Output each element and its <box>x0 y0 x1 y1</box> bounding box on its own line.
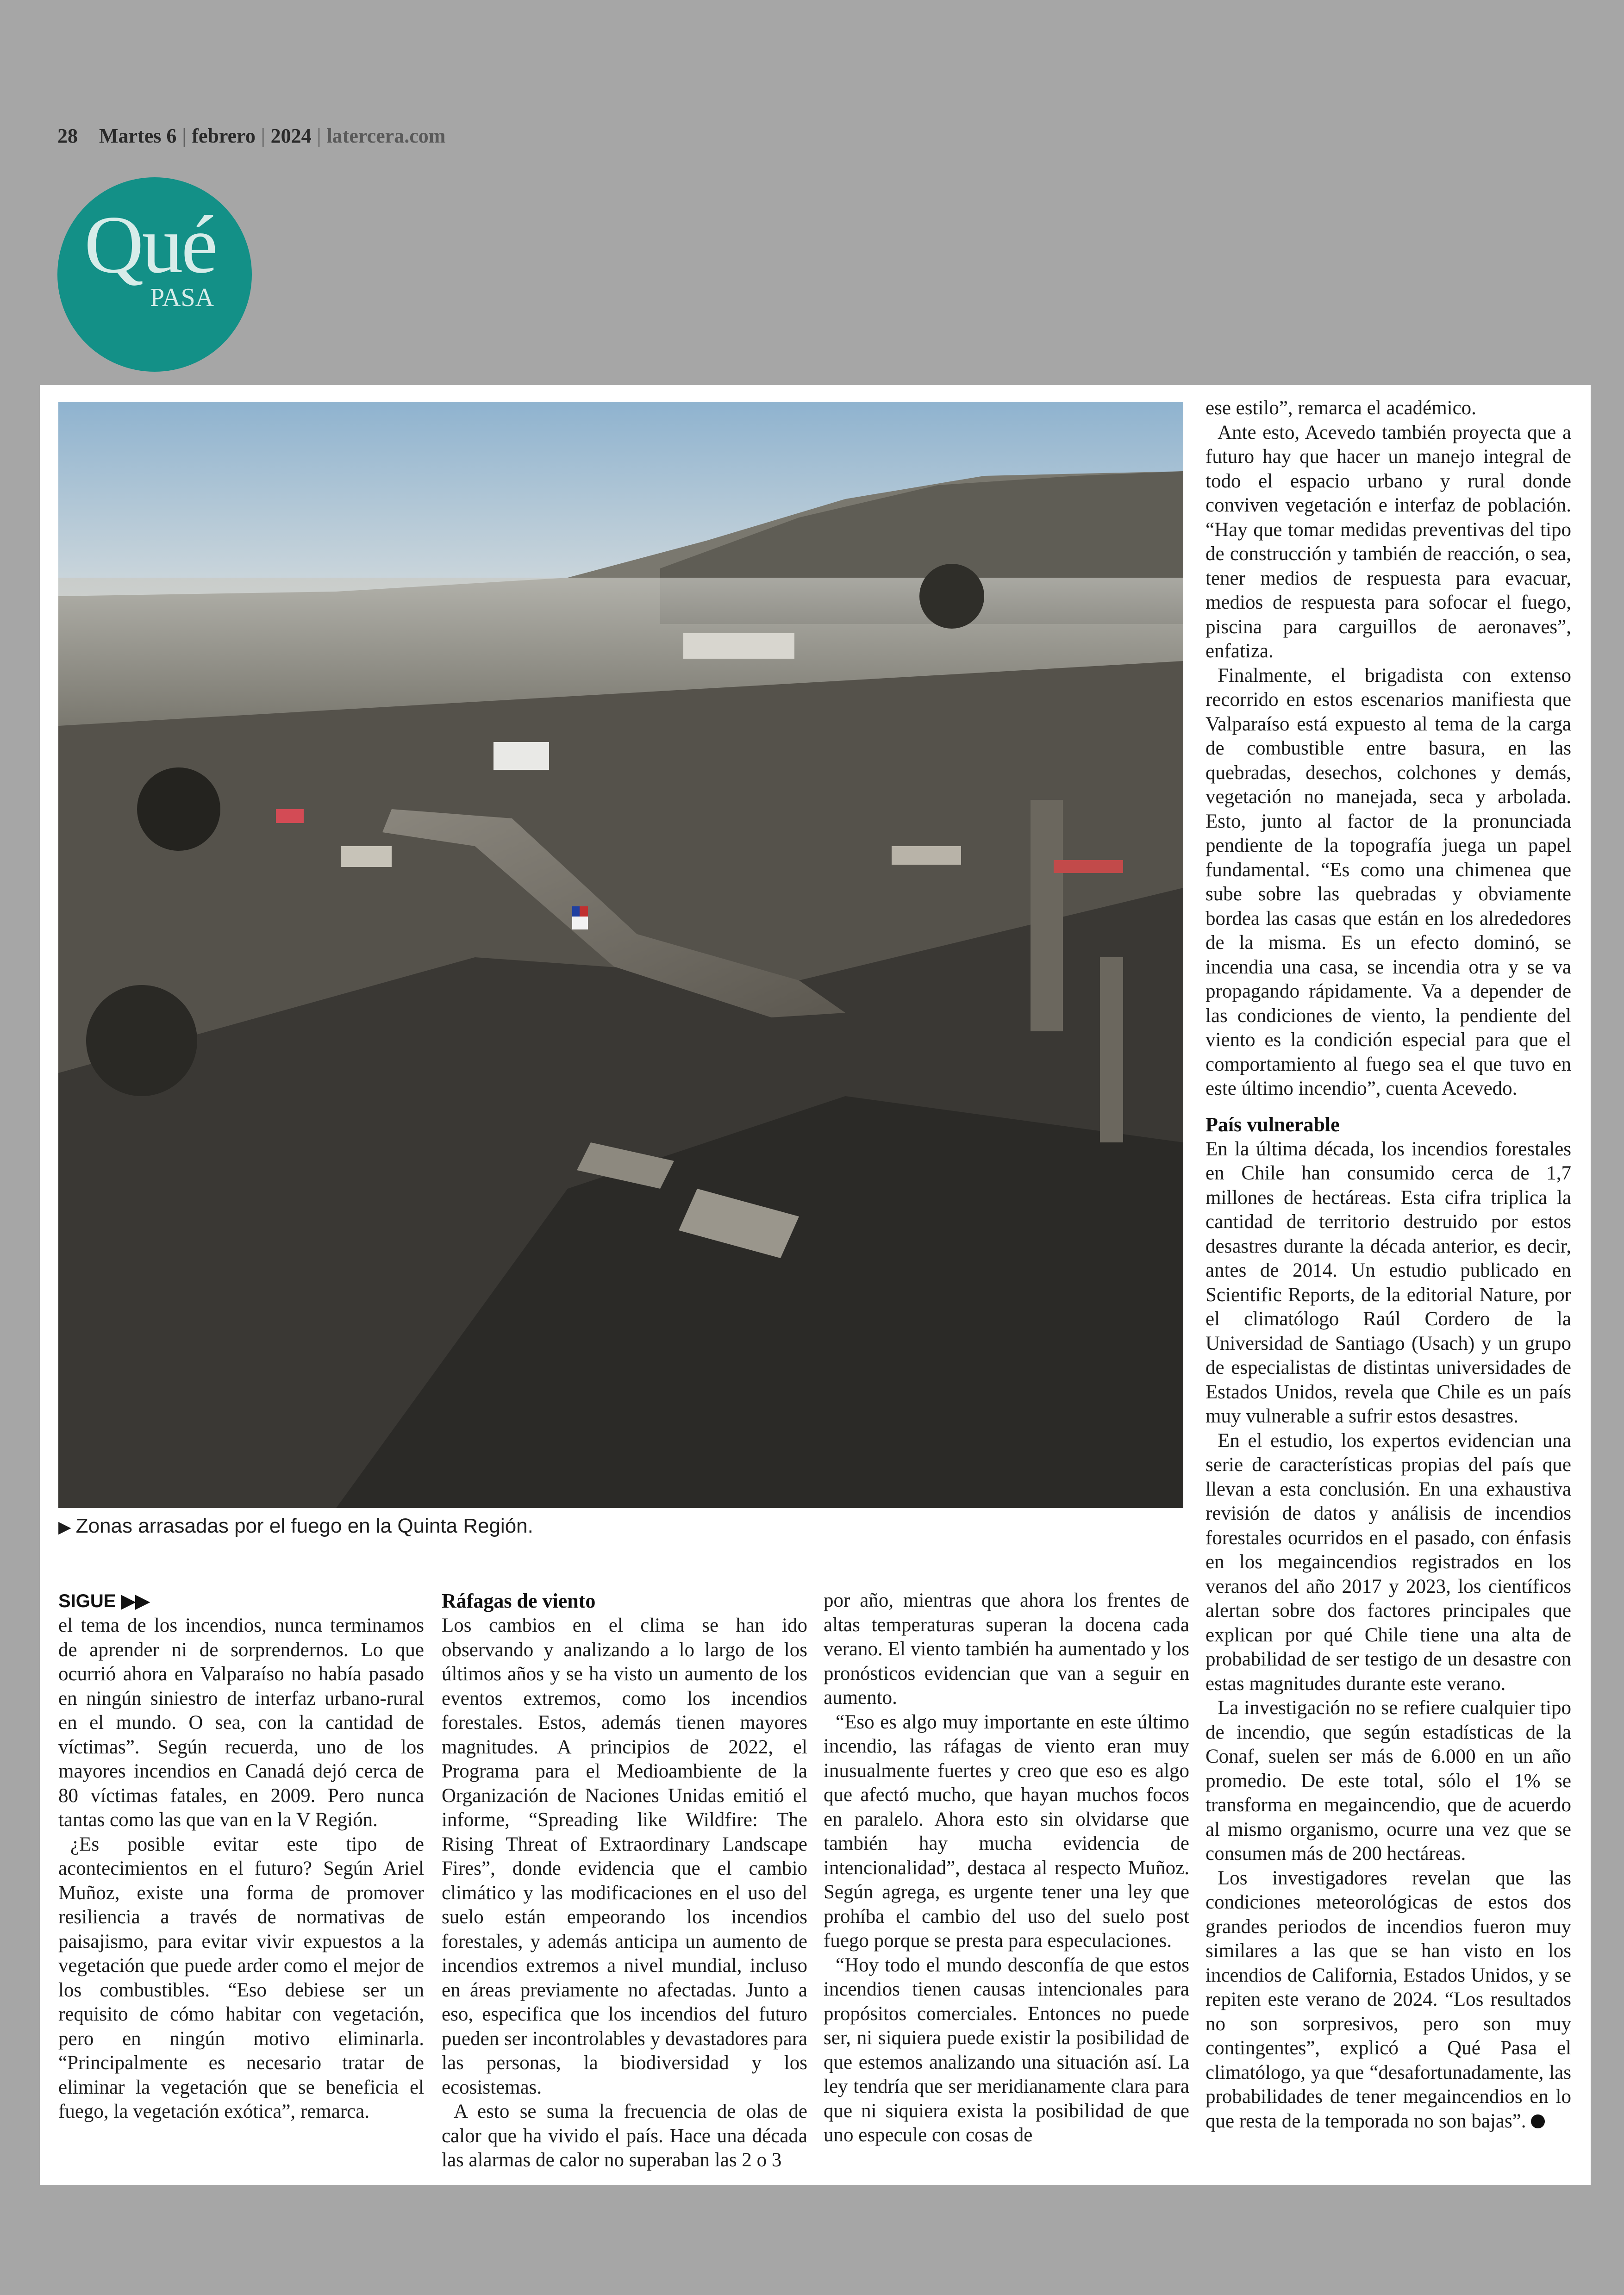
header-separator: | <box>182 125 187 147</box>
paragraph: En el estudio, los expertos evidencian una serie de características propias del país que llevan a esta conclusión. En una exhaustiva revisión de datos y análisis de incendios forestales ocurridos en el pasado, con énfasis en los megaincendios registrados en los veranos del año 2017 y 2023, los científicos alertan sobre dos factores principales que explican por qué Chile tiene una alta de probabilidad de ser testigo de un desastre con estas magnitudes durante este verano. <box>1206 1429 1571 1695</box>
paragraph: Los cambios en el clima se han ido observando y analizando a lo largo de los últimos años y se ha visto un aumento de los eventos extremos, como los incendios forestales. Estos, además tienen mayores magnitudes. A principios de 2022, el Programa para el Medioambiente de la Organización de Naciones Unidas emitió el informe, “Spreading like Wildfire: The Rising Threat of Extraordinary Landscape Fires”, donde evidencia que el cambio climático y las modificaciones en el uso del suelo están empeorando los incendios forestales, y además anticipa un aumento de incendios extremos a nivel mundial, incluso en áreas previamente no afectadas. Junto a eso, especifica que los incendios del futuro pueden ser incontrolables y devastadores para las personas, la biodiversidad y los ecosistemas. <box>442 1615 807 2098</box>
article-page <box>40 385 1591 2185</box>
site-link[interactable]: latercera.com <box>326 125 446 147</box>
sigue-label: SIGUE ▶▶ <box>58 1591 150 1611</box>
logo-title: Qué <box>84 199 216 290</box>
paragraph: “Eso es algo muy importante en este último incendio, las ráfagas de viento eran muy inusualmente fuertes y creo que eso es algo que afectó mucho, que hayan muchos focos en paralelo. Ahora esto sin olvidarse que también hay mucha evidencia de intencionalidad”, destaca al respecto Muñoz. Según agrega, es urgente tener una ley que prohíba el cambio del uso del suelo post fuego porque se presta para especulaciones. <box>824 1711 1189 1952</box>
article-column-3 <box>824 1589 1189 2148</box>
paragraph: La investigación no se refiere cualquier tipo de incendio, que según estadísticas de la Conaf, suelen ser más de 6.000 en un año promedio. De este total, sólo el 1% se transforma en megaincendio, que de acuerdo al mismo organismo, ocurre una vez que se consumen más de 200 hectáreas. <box>1206 1697 1571 1865</box>
logo-subtitle: PASA <box>150 283 214 312</box>
end-of-article-icon <box>1531 2114 1545 2128</box>
header-separator: | <box>317 125 321 147</box>
article-column-1 <box>58 1589 424 2124</box>
paragraph: ¿Es posible evitar este tipo de acontecimientos en el futuro? Según Ariel Muñoz, existe una forma de promover resiliencia a través de normativas de paisajismo, para evitar vivir expuestos a la vegetación que puede arder como el mejor de los combustibles. “Eso debiese ser un requisito de cómo habitar con vegetación, pero en ningún motivo eliminarla. “Principalmente es necesario tratar de eliminar la vegetación que se beneficia el fuego, la vegetación exótica”, remarca. <box>58 1833 424 2122</box>
section-heading-rafagas: Ráfagas de viento <box>442 1590 596 1612</box>
paragraph: ese estilo”, remarca el académico. <box>1206 397 1476 419</box>
page-number: 28 <box>57 125 78 147</box>
article-column-2 <box>442 1589 807 2173</box>
paragraph: el tema de los incendios, nunca terminamos de aprender ni de sorprendernos. Lo que ocurrió ahora en Valparaíso no había pasado en ningún siniestro de interfaz urbano-rural en el mundo. O sea, con la cantidad de víctimas”. Según recuerda, uno de los mayores incendios en Canadá dejó cerca de 80 víctimas fatales, en 2009. Pero nunca tantas como las que van en la V Región. <box>58 1615 424 1831</box>
paragraph: Finalmente, el brigadista con extenso recorrido en estos escenarios manifiesta que Valparaíso está expuesto al tema de la carga de combustible entre basura, en las quebradas, desechos, colchones y demás, vegetación no manejada, seca y arbolada. Esto, junto al factor de la pronunciada pendiente de la topografía juega un papel fundamental. “Es como una chimenea que sube sobre las quebradas y obviamente bordea las casas que están en los alrededores de la misma. Es un efecto dominó, se incendia una casa, se incendia otra y se va propagando rápidamente. Va a depender de las condiciones de viento, la pendiente del viento es la condición especial para que el comportamiento al fuego sea el que tuvo en este último incendio”, cuenta Acevedo. <box>1206 664 1571 1099</box>
paragraph: Ante esto, Acevedo también proyecta que a futuro hay que hacer un manejo integral de todo el espacio urbano y rural donde conviven vegetación e interfaz de población. “Hay que tomar medidas preventivas del tipo de construcción y también de reacción, o sea, tener medios de respuesta para evacuar, medios de respuesta para sofocar el fuego, piscina para carguillos de aeronaves”, enfatiza. <box>1206 421 1571 662</box>
section-heading-pais-vulnerable: País vulnerable <box>1206 1113 1340 1136</box>
photo-caption <box>58 1515 1183 1538</box>
paragraph: por año, mientras que ahora los frentes de altas temperaturas superan la docena cada verano. El viento también ha aumentado y los pronósticos evidencian que van a seguir en aumento. <box>824 1590 1189 1709</box>
wildfire-aerial-photo <box>58 402 1183 1508</box>
paragraph: En la última década, los incendios forestales en Chile han consumido cerca de 1,7 millones de hectáreas. Esta cifra triplica la cantidad de territorio destruido por estos desastres durante la década anterior, es decir, antes de 2014. Un estudio publicado en Scientific Reports, de la editorial Nature, por el climatólogo Raúl Cordero de la Universidad de Santiago (Usach) y un grupo de especialistas de distintas universidades de Estados Unidos, revela que Chile es un país muy vulnerable a sufrir estos desastres. <box>1206 1138 1571 1427</box>
page-header <box>57 124 445 148</box>
paragraph: “Hoy todo el mundo desconfía de que estos incendios tienen causas intencionales para propósitos comerciales. Entonces no puede ser, ni siquiera puede existir la posibilidad de que estemos analizando una situación así. La ley tendría que ser meridianamente clara para que ni siquiera exista la posibilidad de que uno especule con cosas de <box>824 1954 1189 2146</box>
paragraph: A esto se suma la frecuencia de olas de calor que ha vivido el país. Hace una década las alarmas de calor no superaban las 2 o 3 <box>442 2101 807 2171</box>
article-column-4 <box>1206 396 1571 2133</box>
que-pasa-logo <box>57 177 252 372</box>
photo-caption-text: Zonas arrasadas por el fuego en la Quinta Región. <box>75 1515 533 1537</box>
paragraph <box>1206 1866 1571 2134</box>
caption-arrow-icon: ▶ <box>58 1517 71 1536</box>
issue-year: 2024 <box>270 125 312 147</box>
issue-weekday-day: Martes 6 <box>99 125 177 147</box>
issue-month: febrero <box>192 125 256 147</box>
paragraph-text: Los investigadores revelan que las condiciones meteorológicas de estos dos grandes periodos de incendios fueron muy similares a las que se han visto en los incendios de California, Estados Unidos, y se repiten este verano de 2024. “Los resultados no son sorpresivos, pero son muy contingentes”, explicó a Qué Pasa el climatólogo, ya que “desafortunadamente, las probabilidades de tener megaincendios en lo que resta de la temporada no son bajas”. <box>1206 1867 1571 2132</box>
header-separator: | <box>261 125 265 147</box>
